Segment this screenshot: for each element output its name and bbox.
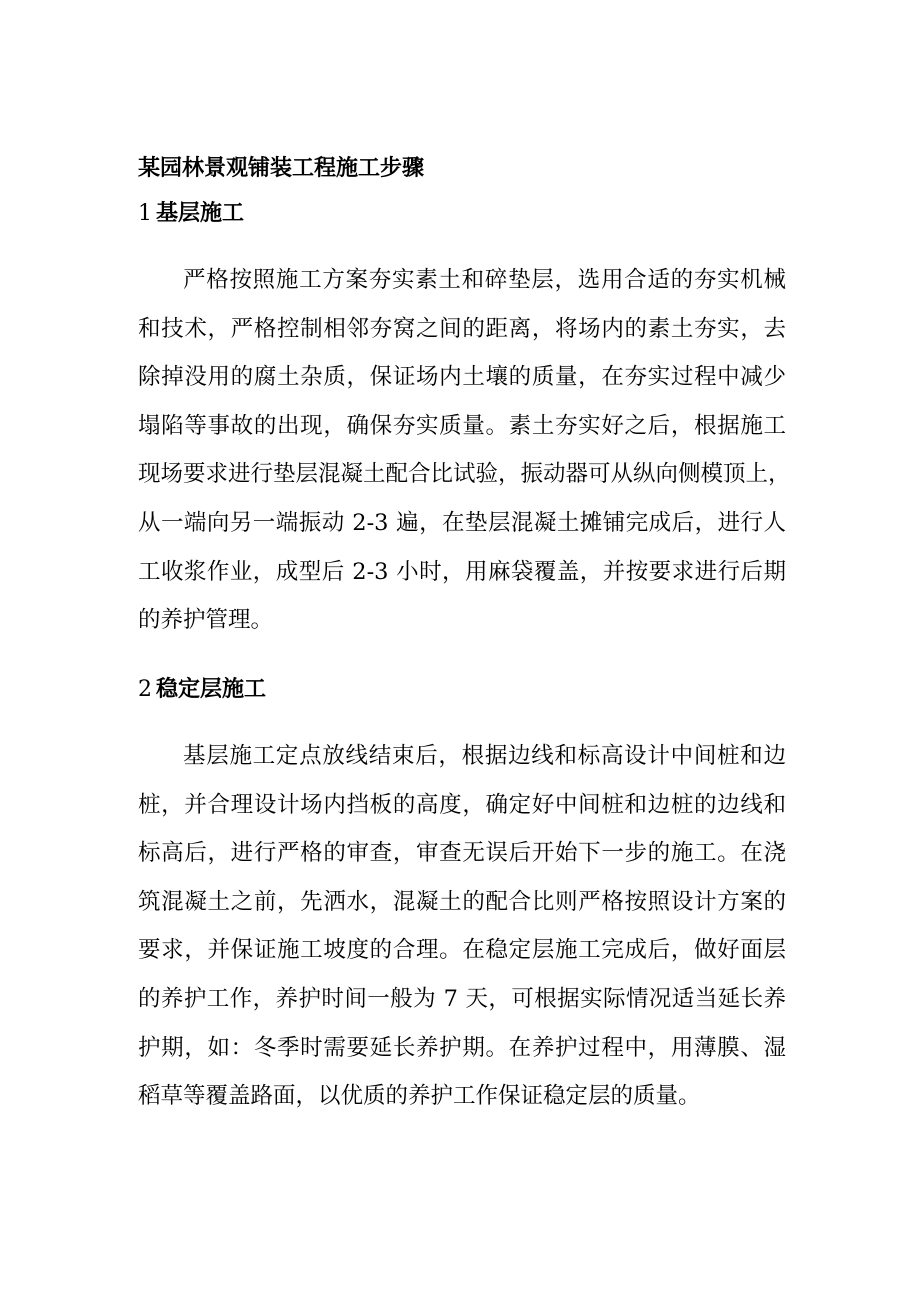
section-heading-1 bbox=[138, 196, 244, 231]
paragraph-line: 护期，如：冬季时需要延长养护期。在养护过程中，用薄膜、湿 bbox=[138, 1034, 786, 1061]
paragraph-line: 稻草等覆盖路面，以优质的养护工作保证稳定层的质量。 bbox=[138, 1083, 701, 1110]
paragraph-line: 筑混凝土之前，先洒水，混凝土的配合比则严格按照设计方案的 bbox=[138, 888, 786, 915]
paragraph-line: 工收浆作业，成型后 2-3 小时，用麻袋覆盖，并按要求进行后期 bbox=[138, 558, 786, 585]
paragraph-line: 塌陷等事故的出现，确保夯实质量。素土夯实好之后，根据施工 bbox=[138, 412, 786, 439]
paragraph-line: 基层施工定点放线结束后，根据边线和标高设计中间桩和边 bbox=[183, 743, 786, 769]
section-paragraph-2 bbox=[138, 732, 786, 1121]
section-title: 基层施工 bbox=[156, 200, 245, 226]
paragraph-line: 和技术，严格控制相邻夯窝之间的距离，将场内的素土夯实，去 bbox=[138, 315, 786, 342]
section-number: 2 bbox=[138, 677, 152, 702]
section-heading-2 bbox=[138, 672, 266, 707]
document-title: 某园林景观铺装工程施工步骤 bbox=[138, 155, 425, 181]
paragraph-line: 除掉没用的腐土杂质，保证场内土壤的质量，在夯实过程中减少 bbox=[138, 364, 786, 391]
paragraph-line: 的养护工作，养护时间一般为 7 天，可根据实际情况适当延长养 bbox=[138, 985, 786, 1012]
section-paragraph-1 bbox=[138, 256, 791, 645]
paragraph-line: 从一端向另一端振动 2-3 遍，在垫层混凝土摊铺完成后，进行人 bbox=[138, 509, 786, 536]
section-number: 1 bbox=[138, 201, 152, 226]
paragraph-line: 要求，并保证施工坡度的合理。在稳定层施工完成后，做好面层 bbox=[138, 937, 786, 964]
paragraph-line: 的养护管理。 bbox=[138, 607, 274, 634]
paragraph-line: 标高后，进行严格的审查，审查无误后开始下一步的施工。在浇 bbox=[138, 840, 786, 867]
paragraph-line: 桩，并合理设计场内挡板的高度，确定好中间桩和边桩的边线和 bbox=[138, 791, 786, 818]
paragraph-line: 严格按照施工方案夯实素土和碎垫层，选用合适的夯实机械 bbox=[183, 267, 786, 293]
section-title: 稳定层施工 bbox=[156, 676, 267, 702]
paragraph-line: 现场要求进行垫层混凝土配合比试验，振动器可从纵向侧模顶上， bbox=[138, 461, 791, 488]
